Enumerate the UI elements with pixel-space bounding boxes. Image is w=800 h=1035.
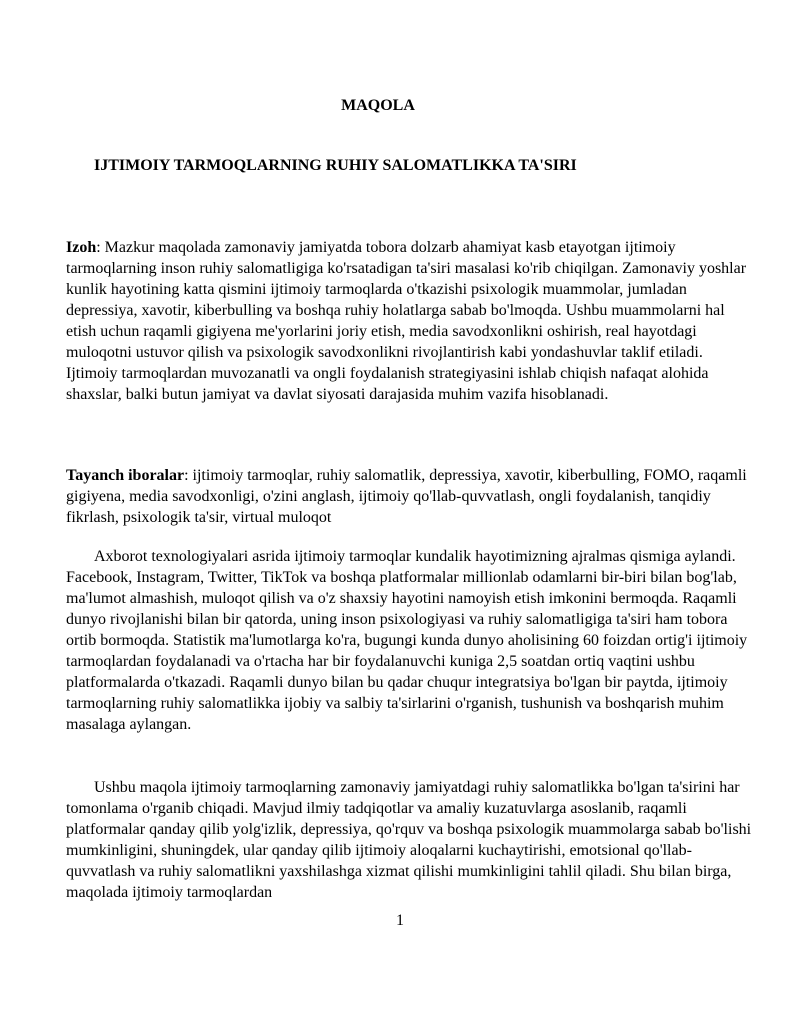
abstract-text: : Mazkur maqolada zamonaviy jamiyatda tobora dolzarb ahamiyat kasb etayotgan ijtimoiy tarmoqlarning inson ruhiy salomatligiga ko'rsatadigan ta'siri masalasi ko'rib chiqilgan. Zamonaviy yoshlar kunlik hayotining katta qismini ijtimoiy tarmoqlarda o'tkazishi psixologik muammolar, jumladan depressiya, xavotir, kiberbulling va boshqa ruhiy holatlarga sabab bo'lmoqda. Ushbu muammolarni hal etish uchun raqamli gigiyena me'yorlarini joriy etish, media savodxonlikni oshirish, real hayotdagi muloqotni ustuvor qilish va psixologik savodxonlikni rivojlantirish kabi yondashuvlar taklif etiladi. Ijtimoiy tarmoqlardan muvozanatli va ongli foydalanish strategiyasini ishlab chiqish nafaqat alohida shaxslar, balki butun jamiyat va davlat siyosati darajasida muhim vazifa hisoblanadi. [66, 239, 747, 403]
keywords-paragraph [66, 465, 756, 528]
body-paragraph: Ushbu maqola ijtimoiy tarmoqlarning zamonaviy jamiyatdagi ruhiy salomatlikka bo'lgan ta'sirini har tomonlama o'rganib chiqadi. Mavjud ilmiy tadqiqotlar va amaliy kuzatuvlarga asoslanib, raqamli platformalar qanday qilib yolg'izlik, depressiya, qo'rquv va boshqa psixologik muammolarga sabab bo'lishi mumkinligini, shuningdek, ular qanday qilib ijtimoiy aloqalarni kuchaytirishi, emotsional qo'llab-quvvatlash va ruhiy salomatlikni yaxshilashga xizmat qilishi mumkinligini tahlil qiladi. Shu bilan birga, maqolada ijtimoiy tarmoqlardan [66, 779, 752, 901]
keywords-label: Tayanch iboralar [66, 467, 185, 484]
keywords-text: : ijtimoiy tarmoqlar, ruhiy salomatlik, depressiya, xavotir, kiberbulling, FOMO, raqamli gigiyena, media savodxonligi, o'zini anglash, ijtimoiy qo'llab-quvvatlash, ongli foydalanish, tanqidiy fikrlash, psixologik ta'sir, virtual muloqot [66, 467, 747, 526]
page-number: 1 [396, 912, 404, 929]
body-paragraph: Axborot texnologiyalari asrida ijtimoiy tarmoqlar kundalik hayotimizning ajralmas qismiga aylandi. Facebook, Instagram, Twitter, TikTok va boshqa platformalar millionlab odamlarni bir-biri bilan bog'lab, ma'lumot almashish, muloqot qilish va o'z shaxsiy hayotini namoyish etish imkonini bermoqda. Raqamli dunyo rivojlanishi bilan bir qatorda, uning inson psixologiyasi va ruhiy salomatligiga ta'siri ham tobora ortib bormoqda. Statistik ma'lumotlarga ko'ra, bugungi kunda dunyo aholisining 60 foizdan ortig'i ijtimoiy tarmoqlardan foydalanadi va o'rtacha har bir foydalanuvchi kuniga 2,5 soatdan ortiq vaqtini ushbu platformalarda o'tkazadi. Raqamli dunyo bilan bu qadar chuqur integratsiya bo'lgan bir paytda, ijtimoiy tarmoqlarning ruhiy salomatlikka ijobiy va salbiy ta'sirlarini o'rganish, tushunish va boshqarish muhim masalaga aylangan. [66, 548, 748, 733]
document-title: IJTIMOIY TARMOQLARNING RUHIY SALOMATLIKKA TA'SIRI [94, 157, 577, 174]
abstract-label: Izoh [66, 239, 97, 256]
abstract-paragraph [66, 237, 756, 405]
document-label: MAQOLA [341, 97, 415, 114]
